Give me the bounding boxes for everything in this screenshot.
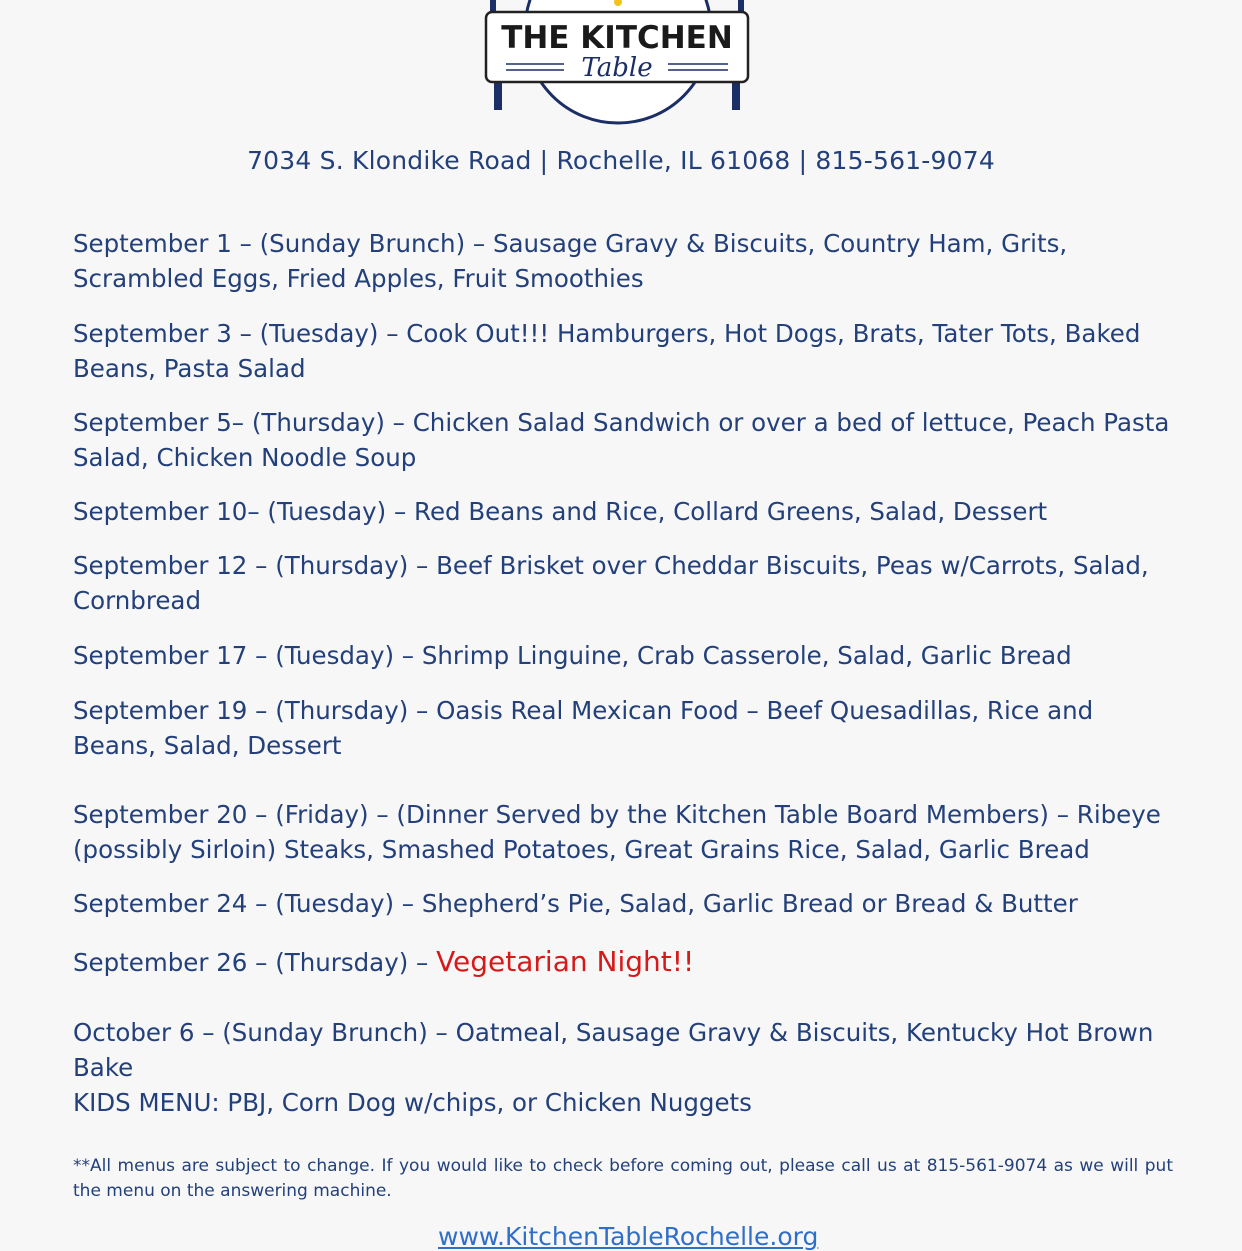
menu-entry: September 3 – (Tuesday) – Cook Out!!! Hamburgers, Hot Dogs, Brats, Tater Tots, Baked Beans, Pasta Salad <box>73 319 1141 383</box>
menu-entry: September 12 – (Thursday) – Beef Brisket over Cheddar Biscuits, Peas w/Carrots, Salad, Cornbread <box>73 551 1149 615</box>
kitchen-table-logo <box>470 0 766 126</box>
website-link[interactable]: www.KitchenTableRochelle.org <box>438 1222 819 1251</box>
disclaimer-note: **All menus are subject to change. If you would like to check before coming out, please call us at 815-561-9074 as we will put the menu on the answering machine. <box>73 1156 1173 1201</box>
address-line: 7034 S. Klondike Road | Rochelle, IL 61068 | 815-561-9074 <box>247 146 995 175</box>
logo-line1: THE KITCHEN <box>501 20 733 56</box>
menu-entry: September 24 – (Tuesday) – Shepherd’s Pie, Salad, Garlic Bread or Bread & Butter <box>73 889 1078 918</box>
menu-entry: September 20 – (Friday) – (Dinner Served by the Kitchen Table Board Members) – Ribeye (possibly Sirloin) Steaks, Smashed Potatoes, Great Grains Rice, Salad, Garlic Bread <box>73 800 1161 864</box>
menu-entry: September 19 – (Thursday) – Oasis Real Mexican Food – Beef Quesadillas, Rice and Beans, Salad, Dessert <box>73 696 1094 760</box>
menu-entry: October 6 – (Sunday Brunch) – Oatmeal, Sausage Gravy & Biscuits, Kentucky Hot Brown Bake <box>73 1018 1154 1082</box>
logo-line2: Table <box>581 53 653 83</box>
menu-entry: September 10– (Tuesday) – Red Beans and Rice, Collard Greens, Salad, Dessert <box>73 497 1048 526</box>
kids-menu: KIDS MENU: PBJ, Corn Dog w/chips, or Chicken Nuggets <box>73 1088 752 1117</box>
menu-entry: September 1 – (Sunday Brunch) – Sausage Gravy & Biscuits, Country Ham, Grits, Scrambled Eggs, Fried Apples, Fruit Smoothies <box>73 229 1068 293</box>
menu-entry: September 17 – (Tuesday) – Shrimp Linguine, Crab Casserole, Salad, Garlic Bread <box>73 641 1072 670</box>
vegetarian-night-highlight: Vegetarian Night!! <box>436 945 695 978</box>
menu-entry-vegetarian <box>73 944 1173 980</box>
menu-entry: September 5– (Thursday) – Chicken Salad Sandwich or over a bed of lettuce, Peach Pasta Salad, Chicken Noodle Soup <box>73 408 1170 472</box>
menu-entry-text: September 26 – (Thursday) – <box>73 948 437 977</box>
